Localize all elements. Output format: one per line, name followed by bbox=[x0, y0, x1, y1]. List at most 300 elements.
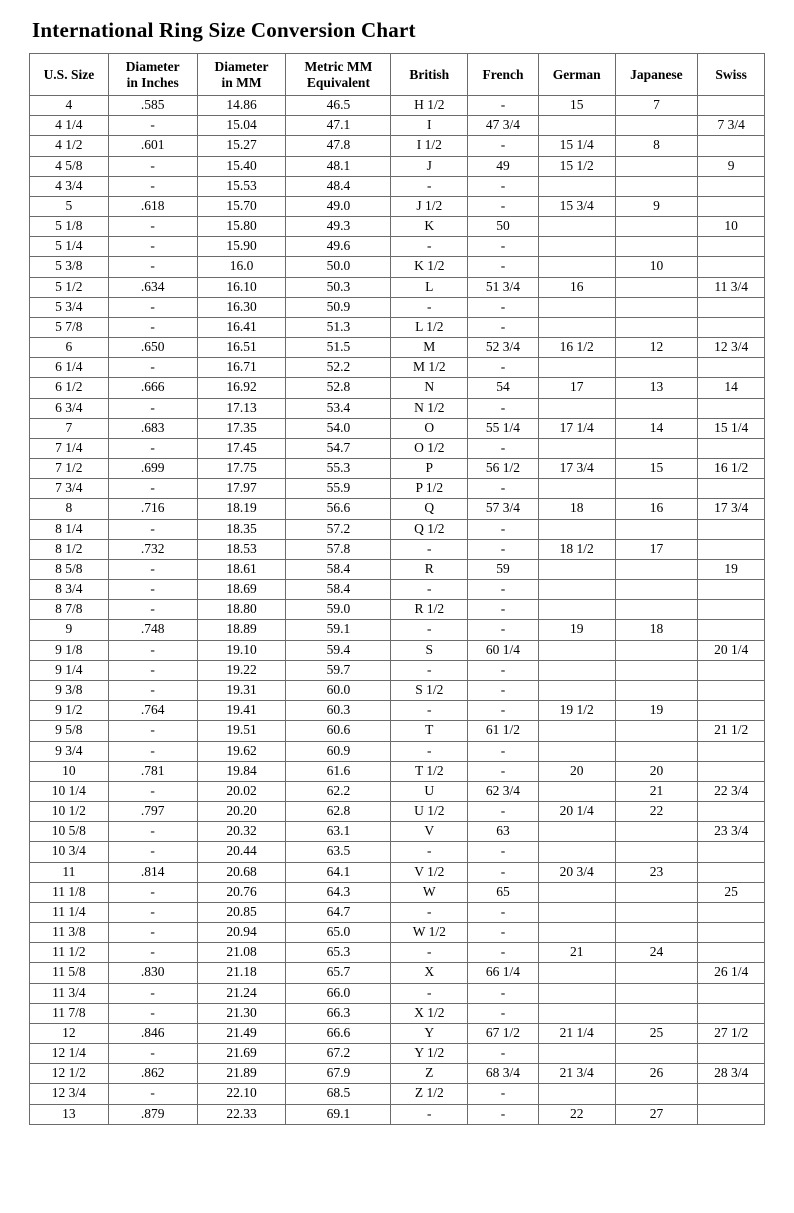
table-cell: 14 bbox=[698, 378, 765, 398]
table-cell: .618 bbox=[108, 196, 197, 216]
table-cell bbox=[615, 237, 698, 257]
table-cell: 51 3/4 bbox=[468, 277, 539, 297]
table-cell: 17 1/4 bbox=[538, 418, 615, 438]
table-cell: 60.6 bbox=[286, 721, 391, 741]
table-cell: 11 3/4 bbox=[698, 277, 765, 297]
table-cell: 9 bbox=[698, 156, 765, 176]
table-cell: - bbox=[108, 438, 197, 458]
table-cell bbox=[538, 237, 615, 257]
table-cell: - bbox=[468, 802, 539, 822]
table-cell: 5 1/8 bbox=[30, 217, 109, 237]
table-cell bbox=[615, 842, 698, 862]
table-cell: - bbox=[108, 358, 197, 378]
table-cell: 17.45 bbox=[197, 438, 286, 458]
table-cell: 16.92 bbox=[197, 378, 286, 398]
table-cell bbox=[615, 358, 698, 378]
table-cell: 9 3/4 bbox=[30, 741, 109, 761]
table-cell: 67.2 bbox=[286, 1044, 391, 1064]
table-cell: 21 1/4 bbox=[538, 1023, 615, 1043]
column-header-line: Metric MM bbox=[304, 59, 373, 75]
table-row bbox=[30, 96, 765, 116]
table-cell: 11 5/8 bbox=[30, 963, 109, 983]
table-row bbox=[30, 600, 765, 620]
table-cell: 22 bbox=[538, 1104, 615, 1124]
table-cell: 15 bbox=[538, 96, 615, 116]
table-cell: 16 1/2 bbox=[538, 338, 615, 358]
table-cell: - bbox=[468, 862, 539, 882]
table-cell: V 1/2 bbox=[391, 862, 468, 882]
table-row bbox=[30, 721, 765, 741]
table-cell: 5 1/2 bbox=[30, 277, 109, 297]
table-cell bbox=[538, 680, 615, 700]
table-cell: 24 bbox=[615, 943, 698, 963]
table-cell: - bbox=[108, 559, 197, 579]
table-cell: 49.0 bbox=[286, 196, 391, 216]
table-cell: 20.20 bbox=[197, 802, 286, 822]
table-cell: 52.2 bbox=[286, 358, 391, 378]
table-cell: 69.1 bbox=[286, 1104, 391, 1124]
table-cell: 6 1/2 bbox=[30, 378, 109, 398]
table-cell: 65.0 bbox=[286, 923, 391, 943]
table-cell bbox=[615, 519, 698, 539]
table-row bbox=[30, 297, 765, 317]
table-cell: 50 bbox=[468, 217, 539, 237]
table-row bbox=[30, 1044, 765, 1064]
table-cell: 6 3/4 bbox=[30, 398, 109, 418]
table-cell: 11 1/8 bbox=[30, 882, 109, 902]
table-cell bbox=[615, 297, 698, 317]
table-cell bbox=[698, 96, 765, 116]
table-cell: .862 bbox=[108, 1064, 197, 1084]
table-cell: 67.9 bbox=[286, 1064, 391, 1084]
table-row bbox=[30, 842, 765, 862]
table-cell: .879 bbox=[108, 1104, 197, 1124]
table-cell: 20 1/4 bbox=[698, 640, 765, 660]
table-cell: 15.70 bbox=[197, 196, 286, 216]
table-cell bbox=[538, 721, 615, 741]
table-cell: 65.7 bbox=[286, 963, 391, 983]
table-cell: 15.53 bbox=[197, 176, 286, 196]
table-cell: 59.7 bbox=[286, 660, 391, 680]
table-cell: T bbox=[391, 721, 468, 741]
table-cell: 19.51 bbox=[197, 721, 286, 741]
table-cell: 50.3 bbox=[286, 277, 391, 297]
table-cell: J 1/2 bbox=[391, 196, 468, 216]
column-header bbox=[468, 54, 539, 96]
table-cell: 59.4 bbox=[286, 640, 391, 660]
table-cell: 13 bbox=[615, 378, 698, 398]
table-cell: 61.6 bbox=[286, 761, 391, 781]
table-cell: .781 bbox=[108, 761, 197, 781]
table-cell: - bbox=[391, 580, 468, 600]
table-cell: 4 5/8 bbox=[30, 156, 109, 176]
table-cell bbox=[538, 559, 615, 579]
table-cell bbox=[538, 600, 615, 620]
table-cell: 26 bbox=[615, 1064, 698, 1084]
table-cell: 9 3/8 bbox=[30, 680, 109, 700]
column-header bbox=[538, 54, 615, 96]
table-cell: 9 1/2 bbox=[30, 701, 109, 721]
table-cell: .601 bbox=[108, 136, 197, 156]
table-cell bbox=[538, 781, 615, 801]
table-cell bbox=[615, 1084, 698, 1104]
table-cell: - bbox=[391, 237, 468, 257]
table-cell: 18 bbox=[538, 499, 615, 519]
table-cell: 19.62 bbox=[197, 741, 286, 761]
table-cell bbox=[698, 1104, 765, 1124]
table-cell: 5 3/4 bbox=[30, 297, 109, 317]
column-header-line: German bbox=[552, 66, 601, 82]
table-cell: - bbox=[391, 176, 468, 196]
table-cell: 19 bbox=[615, 701, 698, 721]
table-cell bbox=[615, 741, 698, 761]
table-cell: 21.89 bbox=[197, 1064, 286, 1084]
table-cell: 20.68 bbox=[197, 862, 286, 882]
table-cell: - bbox=[468, 701, 539, 721]
table-cell: 8 bbox=[615, 136, 698, 156]
table-cell: 55 1/4 bbox=[468, 418, 539, 438]
table-cell: O bbox=[391, 418, 468, 438]
column-header bbox=[391, 54, 468, 96]
table-body bbox=[30, 96, 765, 1125]
table-cell: - bbox=[108, 398, 197, 418]
table-cell: L bbox=[391, 277, 468, 297]
table-cell bbox=[698, 479, 765, 499]
table-row bbox=[30, 1003, 765, 1023]
table-cell bbox=[538, 983, 615, 1003]
table-cell bbox=[538, 963, 615, 983]
table-cell: 55.9 bbox=[286, 479, 391, 499]
table-cell bbox=[698, 438, 765, 458]
table-cell: Y 1/2 bbox=[391, 1044, 468, 1064]
table-cell: 17.13 bbox=[197, 398, 286, 418]
table-cell: 54.7 bbox=[286, 438, 391, 458]
table-cell bbox=[698, 580, 765, 600]
table-cell bbox=[615, 923, 698, 943]
table-row bbox=[30, 882, 765, 902]
table-cell bbox=[615, 640, 698, 660]
table-row bbox=[30, 802, 765, 822]
table-cell: 8 5/8 bbox=[30, 559, 109, 579]
table-cell: 21 bbox=[538, 943, 615, 963]
table-cell: 17.75 bbox=[197, 459, 286, 479]
table-cell bbox=[615, 116, 698, 136]
table-cell bbox=[615, 983, 698, 1003]
column-header bbox=[30, 54, 109, 96]
table-cell: 16 1/2 bbox=[698, 459, 765, 479]
table-cell: .634 bbox=[108, 277, 197, 297]
table-cell: - bbox=[468, 842, 539, 862]
table-cell: - bbox=[108, 923, 197, 943]
table-cell: 21.30 bbox=[197, 1003, 286, 1023]
table-cell: 52 3/4 bbox=[468, 338, 539, 358]
table-cell: 5 1/4 bbox=[30, 237, 109, 257]
table-cell: U 1/2 bbox=[391, 802, 468, 822]
table-cell: 58.4 bbox=[286, 559, 391, 579]
table-cell: 18.35 bbox=[197, 519, 286, 539]
table-cell: 12 1/4 bbox=[30, 1044, 109, 1064]
table-cell: 63 bbox=[468, 822, 539, 842]
table-cell: - bbox=[108, 680, 197, 700]
table-cell: 16 bbox=[538, 277, 615, 297]
table-cell: 16.71 bbox=[197, 358, 286, 378]
table-cell: - bbox=[468, 257, 539, 277]
table-row bbox=[30, 983, 765, 1003]
table-cell: T 1/2 bbox=[391, 761, 468, 781]
table-cell bbox=[538, 519, 615, 539]
table-row bbox=[30, 923, 765, 943]
table-cell: 65.3 bbox=[286, 943, 391, 963]
table-cell bbox=[538, 317, 615, 337]
table-cell: - bbox=[468, 600, 539, 620]
table-cell bbox=[698, 237, 765, 257]
table-cell: - bbox=[108, 741, 197, 761]
table-row bbox=[30, 741, 765, 761]
table-cell: 19.31 bbox=[197, 680, 286, 700]
table-cell: 15.04 bbox=[197, 116, 286, 136]
table-cell: 16.0 bbox=[197, 257, 286, 277]
table-cell: - bbox=[468, 660, 539, 680]
table-cell: - bbox=[108, 1003, 197, 1023]
table-cell: 51.3 bbox=[286, 317, 391, 337]
table-cell bbox=[698, 902, 765, 922]
table-cell: 68 3/4 bbox=[468, 1064, 539, 1084]
table-cell: - bbox=[108, 943, 197, 963]
table-cell: - bbox=[391, 701, 468, 721]
table-cell: 9 5/8 bbox=[30, 721, 109, 741]
table-cell: 59.1 bbox=[286, 620, 391, 640]
table-cell: - bbox=[468, 620, 539, 640]
table-cell bbox=[615, 559, 698, 579]
table-cell: R bbox=[391, 559, 468, 579]
table-cell: 10 5/8 bbox=[30, 822, 109, 842]
table-cell bbox=[698, 761, 765, 781]
table-cell: - bbox=[468, 923, 539, 943]
table-cell: 19.84 bbox=[197, 761, 286, 781]
table-row bbox=[30, 943, 765, 963]
column-header-line: U.S. Size bbox=[43, 66, 95, 82]
table-cell: - bbox=[391, 943, 468, 963]
table-cell: 4 bbox=[30, 96, 109, 116]
table-cell: 63.5 bbox=[286, 842, 391, 862]
table-row bbox=[30, 1064, 765, 1084]
table-cell: - bbox=[108, 317, 197, 337]
table-cell bbox=[698, 802, 765, 822]
table-cell: .764 bbox=[108, 701, 197, 721]
table-cell: 15 1/4 bbox=[698, 418, 765, 438]
table-cell bbox=[615, 580, 698, 600]
table-row bbox=[30, 136, 765, 156]
table-cell: - bbox=[468, 943, 539, 963]
table-cell: 7 3/4 bbox=[698, 116, 765, 136]
table-row bbox=[30, 1084, 765, 1104]
table-cell: 17.35 bbox=[197, 418, 286, 438]
table-cell: Z 1/2 bbox=[391, 1084, 468, 1104]
table-cell: 60 1/4 bbox=[468, 640, 539, 660]
table-cell: - bbox=[108, 580, 197, 600]
table-cell: 7 1/4 bbox=[30, 438, 109, 458]
column-header-line: British bbox=[409, 66, 450, 82]
table-cell: 11 3/8 bbox=[30, 923, 109, 943]
table-cell bbox=[538, 741, 615, 761]
table-cell: U bbox=[391, 781, 468, 801]
table-cell: 15.40 bbox=[197, 156, 286, 176]
table-row bbox=[30, 761, 765, 781]
table-cell bbox=[615, 1003, 698, 1023]
table-cell: 62.8 bbox=[286, 802, 391, 822]
table-header-row bbox=[30, 54, 765, 96]
table-cell: 18 bbox=[615, 620, 698, 640]
table-cell: 17 3/4 bbox=[538, 459, 615, 479]
table-cell: 5 7/8 bbox=[30, 317, 109, 337]
table-cell: - bbox=[468, 297, 539, 317]
table-cell bbox=[698, 136, 765, 156]
table-cell: 27 bbox=[615, 1104, 698, 1124]
table-cell bbox=[615, 721, 698, 741]
table-cell: - bbox=[108, 156, 197, 176]
table-cell: 12 bbox=[30, 1023, 109, 1043]
table-cell: I bbox=[391, 116, 468, 136]
table-cell: W bbox=[391, 882, 468, 902]
table-cell: 8 3/4 bbox=[30, 580, 109, 600]
table-cell: 66.6 bbox=[286, 1023, 391, 1043]
table-cell: S bbox=[391, 640, 468, 660]
table-cell: 56.6 bbox=[286, 499, 391, 519]
table-cell: - bbox=[108, 902, 197, 922]
table-cell: .716 bbox=[108, 499, 197, 519]
table-cell: 25 bbox=[698, 882, 765, 902]
table-cell bbox=[698, 358, 765, 378]
table-cell: 22.10 bbox=[197, 1084, 286, 1104]
table-cell: 14.86 bbox=[197, 96, 286, 116]
table-cell: X bbox=[391, 963, 468, 983]
table-cell: 50.9 bbox=[286, 297, 391, 317]
column-header-line: in Inches bbox=[126, 74, 179, 90]
table-cell: - bbox=[468, 479, 539, 499]
column-header bbox=[197, 54, 286, 96]
column-header-line: Japanese bbox=[630, 66, 683, 82]
table-cell: - bbox=[468, 438, 539, 458]
table-cell bbox=[615, 317, 698, 337]
table-cell: P bbox=[391, 459, 468, 479]
table-row bbox=[30, 519, 765, 539]
table-cell: 4 3/4 bbox=[30, 176, 109, 196]
column-header bbox=[286, 54, 391, 96]
table-cell bbox=[538, 580, 615, 600]
table-cell: - bbox=[108, 1084, 197, 1104]
table-cell: 20 bbox=[538, 761, 615, 781]
table-cell: 10 3/4 bbox=[30, 842, 109, 862]
table-cell: - bbox=[391, 297, 468, 317]
table-row bbox=[30, 620, 765, 640]
table-cell: 60.0 bbox=[286, 680, 391, 700]
table-cell bbox=[615, 902, 698, 922]
table-cell bbox=[698, 943, 765, 963]
table-cell: - bbox=[468, 1044, 539, 1064]
table-row bbox=[30, 257, 765, 277]
table-cell bbox=[698, 620, 765, 640]
table-cell: 16.51 bbox=[197, 338, 286, 358]
table-cell: 61 1/2 bbox=[468, 721, 539, 741]
table-cell: 5 bbox=[30, 196, 109, 216]
table-cell: 9 1/8 bbox=[30, 640, 109, 660]
table-cell: 49.3 bbox=[286, 217, 391, 237]
table-cell: - bbox=[391, 741, 468, 761]
table-cell bbox=[538, 176, 615, 196]
table-row bbox=[30, 338, 765, 358]
table-cell: - bbox=[108, 882, 197, 902]
table-cell: 20.32 bbox=[197, 822, 286, 842]
table-cell: 22 3/4 bbox=[698, 781, 765, 801]
table-cell: .699 bbox=[108, 459, 197, 479]
table-cell bbox=[615, 176, 698, 196]
table-cell: 11 7/8 bbox=[30, 1003, 109, 1023]
table-cell: - bbox=[108, 297, 197, 317]
table-cell: 16.10 bbox=[197, 277, 286, 297]
table-cell: 18 1/2 bbox=[538, 539, 615, 559]
table-cell bbox=[615, 479, 698, 499]
table-row bbox=[30, 438, 765, 458]
ring-size-conversion-table bbox=[29, 53, 765, 1125]
table-cell: 7 bbox=[30, 418, 109, 438]
table-cell: - bbox=[468, 96, 539, 116]
table-cell bbox=[615, 963, 698, 983]
table-cell: 67 1/2 bbox=[468, 1023, 539, 1043]
table-cell: K bbox=[391, 217, 468, 237]
table-cell: 10 bbox=[698, 217, 765, 237]
table-cell: - bbox=[468, 317, 539, 337]
table-cell: - bbox=[468, 539, 539, 559]
table-cell: 57.8 bbox=[286, 539, 391, 559]
table-cell: 21.49 bbox=[197, 1023, 286, 1043]
table-cell bbox=[538, 902, 615, 922]
table-cell: J bbox=[391, 156, 468, 176]
table-row bbox=[30, 539, 765, 559]
table-cell: Q 1/2 bbox=[391, 519, 468, 539]
table-cell: 19 bbox=[698, 559, 765, 579]
table-cell: Q bbox=[391, 499, 468, 519]
table-cell: - bbox=[468, 1003, 539, 1023]
table-row bbox=[30, 378, 765, 398]
table-cell: .830 bbox=[108, 963, 197, 983]
table-cell: 51.5 bbox=[286, 338, 391, 358]
table-cell: 64.3 bbox=[286, 882, 391, 902]
table-cell: 64.1 bbox=[286, 862, 391, 882]
table-cell: - bbox=[108, 257, 197, 277]
table-cell: 20 bbox=[615, 761, 698, 781]
table-row bbox=[30, 499, 765, 519]
table-cell: 19.10 bbox=[197, 640, 286, 660]
table-row bbox=[30, 237, 765, 257]
table-cell: 49.6 bbox=[286, 237, 391, 257]
table-cell: 47.1 bbox=[286, 116, 391, 136]
table-row bbox=[30, 459, 765, 479]
table-cell: 53.4 bbox=[286, 398, 391, 418]
table-cell bbox=[538, 116, 615, 136]
table-row bbox=[30, 479, 765, 499]
table-cell: .814 bbox=[108, 862, 197, 882]
table-cell: - bbox=[468, 237, 539, 257]
table-cell: 19.22 bbox=[197, 660, 286, 680]
table-cell: 60.3 bbox=[286, 701, 391, 721]
table-row bbox=[30, 822, 765, 842]
table-cell: 12 1/2 bbox=[30, 1064, 109, 1084]
table-cell: 21 bbox=[615, 781, 698, 801]
table-cell: S 1/2 bbox=[391, 680, 468, 700]
table-cell bbox=[615, 438, 698, 458]
table-cell: R 1/2 bbox=[391, 600, 468, 620]
table-cell: 9 bbox=[30, 620, 109, 640]
